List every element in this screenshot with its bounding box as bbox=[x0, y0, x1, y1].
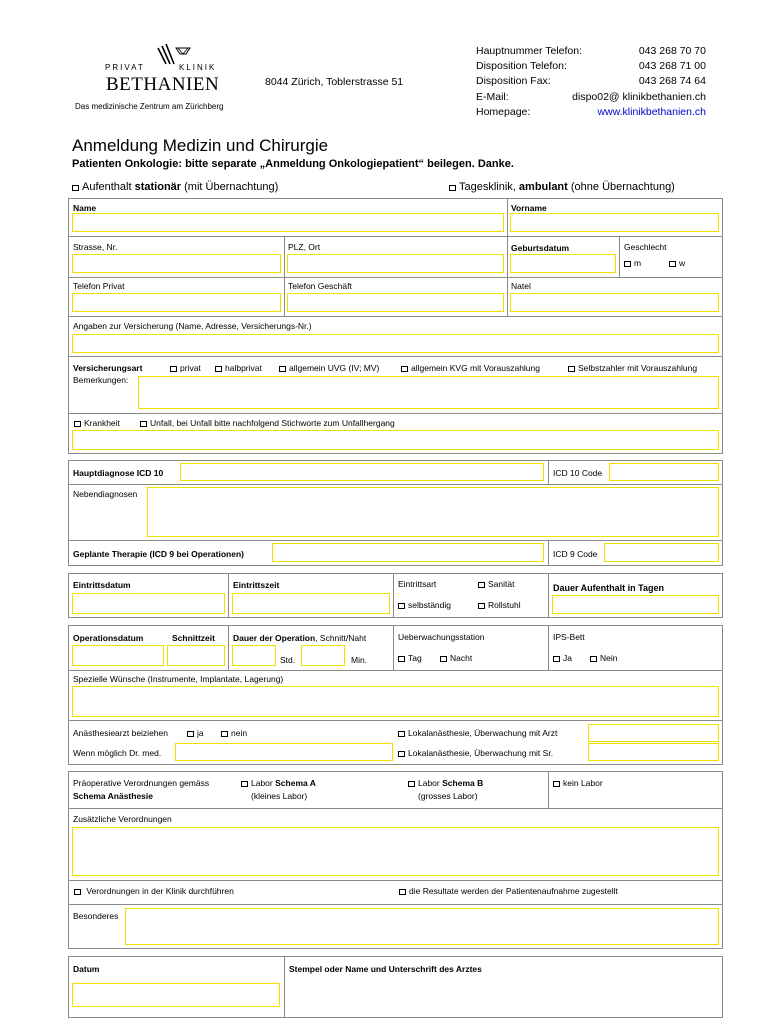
checkbox[interactable] bbox=[72, 185, 79, 191]
lokal-sr-option[interactable]: Lokalanästhesie, Überwachung mit Sr. bbox=[398, 748, 553, 758]
geschlecht-label: Geschlecht bbox=[624, 242, 667, 252]
ips-label: IPS-Bett bbox=[553, 632, 585, 642]
logo-name: BETHANIEN bbox=[106, 74, 220, 95]
krankheit-option[interactable]: Krankheit bbox=[74, 418, 120, 428]
stay-ambulant-option[interactable]: Tagesklinik, ambulant (ohne Übernachtung) bbox=[449, 181, 675, 193]
eintrittszeit-label: Eintrittszeit bbox=[233, 580, 280, 590]
checkbox[interactable] bbox=[279, 366, 286, 372]
datum-field[interactable] bbox=[72, 983, 280, 1007]
icd10-field[interactable] bbox=[609, 463, 719, 481]
checkbox[interactable] bbox=[398, 751, 405, 757]
unfall-option[interactable]: Unfall, bei Unfall bitte nachfolgend Stichworte zum Unfallhergang bbox=[140, 418, 395, 428]
wenn-moeglich-label: Wenn möglich Dr. med. bbox=[73, 748, 162, 758]
ueberwachung-nacht-option[interactable]: Nacht bbox=[440, 653, 472, 663]
checkbox[interactable] bbox=[241, 781, 248, 787]
sex-m-option[interactable]: m bbox=[624, 258, 641, 268]
lokal-arzt-field[interactable] bbox=[588, 724, 719, 742]
vers-selbstzahler-option[interactable]: Selbstzahler mit Vorauszahlung bbox=[568, 363, 697, 373]
selbstaendig-option[interactable]: selbständig bbox=[398, 600, 451, 610]
geburtsdatum-field[interactable] bbox=[510, 254, 616, 273]
lokal-sr-field[interactable] bbox=[588, 743, 719, 761]
checkbox[interactable] bbox=[215, 366, 222, 372]
checkbox[interactable] bbox=[449, 185, 456, 191]
schema-a-option[interactable]: Labor Schema A bbox=[241, 778, 316, 788]
tel-geschaeft-field[interactable] bbox=[287, 293, 504, 312]
therapie-field[interactable] bbox=[272, 543, 544, 562]
strasse-label: Strasse, Nr. bbox=[73, 242, 118, 252]
checkbox[interactable] bbox=[401, 366, 408, 372]
vers-privat-option[interactable]: privat bbox=[170, 363, 201, 373]
bemerkungen-label: Bemerkungen: bbox=[73, 375, 129, 385]
anaesth-beiziehen-label: Anästhesiearzt beiziehen bbox=[73, 728, 168, 738]
rollstuhl-option[interactable]: Rollstuhl bbox=[478, 600, 521, 610]
therapie-label: Geplante Therapie (ICD 9 bei Operationen) bbox=[73, 549, 244, 559]
checkbox[interactable] bbox=[74, 889, 81, 895]
logo-tagline: Das medizinische Zentrum am Zürichberg bbox=[75, 102, 224, 111]
op-datum-label: Operationsdatum bbox=[73, 633, 144, 643]
dauer-aufenthalt-field[interactable] bbox=[552, 595, 719, 614]
besonderes-label: Besonderes bbox=[73, 911, 119, 921]
wuensche-label: Spezielle Wünsche (Instrumente, Implantate, Lagerung) bbox=[73, 674, 284, 684]
vorname-label: Vorname bbox=[511, 203, 547, 213]
nebendiagnosen-label: Nebendiagnosen bbox=[73, 489, 138, 499]
logo-klinik: KLINIK bbox=[179, 63, 217, 72]
clinic-address: 8044 Zürich, Toblerstrasse 51 bbox=[265, 76, 404, 88]
praeop-label: Präoperative Verordnungen gemäss bbox=[73, 778, 210, 788]
clinic-logo bbox=[72, 44, 252, 114]
op-datum-field[interactable] bbox=[72, 645, 164, 666]
std-label: Std. bbox=[280, 655, 296, 665]
plz-label: PLZ, Ort bbox=[288, 242, 321, 252]
contact-value: 043 268 74 64 bbox=[638, 75, 706, 88]
stempel-label: Stempel oder Name und Unterschrift des Arztes bbox=[289, 964, 482, 974]
name-label: Name bbox=[73, 203, 97, 213]
schnittzeit-label: Schnittzeit bbox=[172, 633, 215, 643]
icd9-label: ICD 9 Code bbox=[553, 549, 598, 559]
vorname-field[interactable] bbox=[510, 213, 719, 232]
versicherung-label: Angaben zur Versicherung (Name, Adresse, Versicherungs-Nr.) bbox=[73, 321, 312, 331]
versicherungsart-label: Versicherungsart bbox=[73, 363, 143, 373]
ips-nein-option[interactable]: Nein bbox=[590, 653, 617, 663]
contact-label: E-Mail: bbox=[476, 90, 509, 103]
hauptdiagnose-label: Hauptdiagnose ICD 10 bbox=[73, 468, 164, 478]
checkbox[interactable] bbox=[408, 781, 415, 787]
sanitaet-option[interactable]: Sanität bbox=[478, 579, 514, 589]
icd10-label: ICD 10 Code bbox=[553, 468, 603, 478]
op-dauer-std-field[interactable] bbox=[232, 645, 276, 666]
stay-stationaer-option[interactable]: Aufenthalt stationär (mit Übernachtung) bbox=[72, 181, 278, 193]
contact-value: dispo02@ klinikbethanien.ch bbox=[572, 90, 706, 103]
anaesth-ja-option[interactable]: ja bbox=[187, 728, 204, 738]
vers-kvg-option[interactable]: allgemein KVG mit Vorauszahlung bbox=[401, 363, 540, 373]
datum-label: Datum bbox=[73, 964, 100, 974]
in-klinik-option[interactable]: Verordnungen in der Klinik durchführen bbox=[74, 886, 234, 896]
checkbox[interactable] bbox=[669, 261, 676, 267]
checkbox[interactable] bbox=[478, 582, 485, 588]
vers-uvg-option[interactable]: allgemein UVG (IV; MV) bbox=[279, 363, 379, 373]
kein-labor-option[interactable]: kein Labor bbox=[553, 778, 603, 788]
checkbox[interactable] bbox=[221, 731, 228, 737]
contact-label: Disposition Telefon: bbox=[476, 60, 567, 73]
logo-privat: PRIVAT bbox=[105, 63, 145, 72]
checkbox[interactable] bbox=[398, 603, 405, 609]
checkbox[interactable] bbox=[590, 656, 597, 662]
eintrittsdatum-label: Eintrittsdatum bbox=[73, 580, 131, 590]
besonderes-field[interactable] bbox=[125, 908, 719, 945]
hauptdiagnose-field[interactable] bbox=[180, 463, 544, 481]
contact-value: 043 268 70 70 bbox=[638, 45, 706, 57]
versicherung-field[interactable] bbox=[72, 334, 719, 353]
checkbox[interactable] bbox=[553, 656, 560, 662]
checkbox[interactable] bbox=[440, 656, 447, 662]
checkbox[interactable] bbox=[553, 781, 560, 787]
ueberwachung-tag-option[interactable]: Tag bbox=[398, 653, 422, 663]
schema-anaesthesie-label: Schema Anästhesie bbox=[73, 791, 153, 801]
wuensche-field[interactable] bbox=[72, 686, 719, 717]
page-subtitle: Patienten Onkologie: bitte separate „Anmeldung Onkologiepatient“ beilegen. Danke. bbox=[72, 158, 514, 170]
anaesth-nein-option[interactable]: nein bbox=[221, 728, 247, 738]
checkbox[interactable] bbox=[568, 366, 575, 372]
contact-value: 043 268 71 00 bbox=[638, 60, 706, 73]
zusaetzliche-field[interactable] bbox=[72, 827, 719, 876]
checkbox[interactable] bbox=[399, 889, 406, 895]
wenn-moeglich-field[interactable] bbox=[175, 743, 393, 761]
checkbox[interactable] bbox=[170, 366, 177, 372]
checkbox[interactable] bbox=[74, 421, 81, 427]
checkbox[interactable] bbox=[187, 731, 194, 737]
plz-field[interactable] bbox=[287, 254, 504, 273]
eintrittsart-label: Eintrittsart bbox=[398, 579, 437, 589]
checkbox[interactable] bbox=[624, 261, 631, 267]
bemerkungen-field[interactable] bbox=[138, 376, 719, 409]
lokal-arzt-option[interactable]: Lokalanästhesie, Überwachung mit Arzt bbox=[398, 728, 557, 738]
tel-geschaeft-label: Telefon Geschäft bbox=[288, 281, 352, 291]
tel-privat-field[interactable] bbox=[72, 293, 281, 312]
sex-w-option[interactable]: w bbox=[669, 258, 685, 268]
checkbox[interactable] bbox=[478, 603, 485, 609]
ips-ja-option[interactable]: Ja bbox=[553, 653, 572, 663]
checkbox[interactable] bbox=[398, 731, 405, 737]
name-field[interactable] bbox=[72, 213, 504, 232]
tel-privat-label: Telefon Privat bbox=[73, 281, 125, 291]
contact-label: Disposition Fax: bbox=[476, 75, 551, 88]
resultate-option[interactable]: die Resultate werden der Patientenaufnahme zugestellt bbox=[399, 886, 618, 896]
nebendiagnosen-field[interactable] bbox=[147, 487, 719, 537]
vers-halbprivat-option[interactable]: halbprivat bbox=[215, 363, 262, 373]
homepage-link[interactable]: www.klinikbethanien.ch bbox=[597, 105, 706, 118]
strasse-field[interactable] bbox=[72, 254, 281, 273]
grosses-labor-label: (grosses Labor) bbox=[418, 791, 478, 801]
contact-label: Homepage: bbox=[476, 105, 531, 118]
eintrittsdatum-field[interactable] bbox=[72, 593, 225, 614]
geburtsdatum-label: Geburtsdatum bbox=[511, 243, 570, 253]
icd9-field[interactable] bbox=[604, 543, 719, 562]
kleines-labor-label: (kleines Labor) bbox=[251, 791, 308, 801]
schema-b-option[interactable]: Labor Schema B bbox=[408, 778, 483, 788]
page-title: Anmeldung Medizin und Chirurgie bbox=[72, 136, 329, 155]
contact-label: Hauptnummer Telefon: bbox=[476, 45, 583, 57]
natel-label: Natel bbox=[511, 281, 531, 291]
min-label: Min. bbox=[351, 655, 368, 665]
unfall-field[interactable] bbox=[72, 430, 719, 450]
op-dauer-min-field[interactable] bbox=[301, 645, 345, 666]
eintrittszeit-field[interactable] bbox=[232, 593, 390, 614]
schnittzeit-field[interactable] bbox=[167, 645, 225, 666]
checkbox[interactable] bbox=[398, 656, 405, 662]
ueberwachung-label: Ueberwachungsstation bbox=[398, 632, 485, 642]
checkbox[interactable] bbox=[140, 421, 147, 427]
natel-field[interactable] bbox=[510, 293, 719, 312]
op-dauer-label: Dauer der Operation, Schnitt/Naht bbox=[233, 633, 367, 643]
zusaetzliche-label: Zusätzliche Verordnungen bbox=[73, 814, 172, 824]
dauer-aufenthalt-label: Dauer Aufenthalt in Tagen bbox=[553, 583, 665, 593]
contact-block bbox=[476, 44, 706, 120]
